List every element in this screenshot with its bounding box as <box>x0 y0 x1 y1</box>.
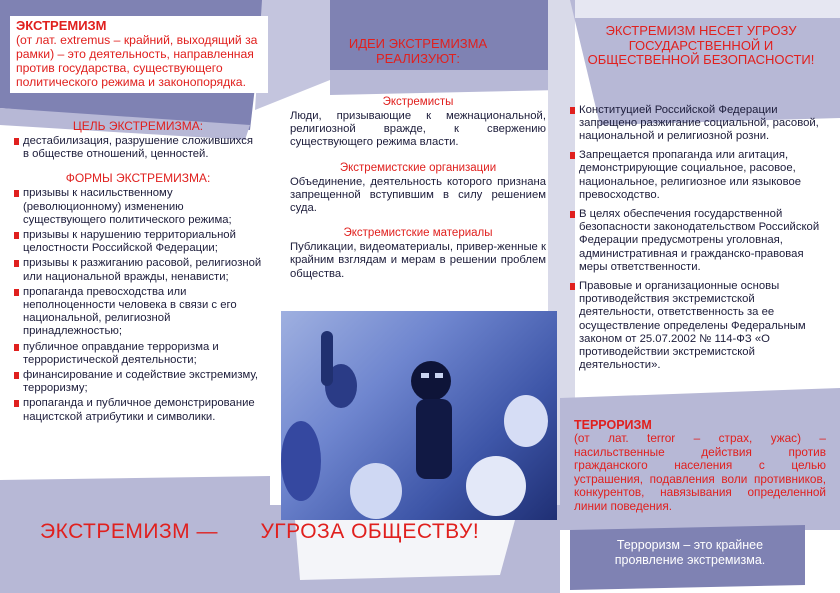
terrorism-title: ТЕРРОРИЗМ <box>574 418 652 432</box>
list-item: публичное оправдание терроризма и террористической деятельности; <box>14 341 262 367</box>
extremism-title: ЭКСТРЕМИЗМ <box>16 18 107 33</box>
terrorism-footer-box: Терроризм – это крайнее проявление экстремизма. <box>614 538 766 567</box>
list-item: призывы к разжиганию расовой, религиозной или национальной вражды, ненависти; <box>14 257 262 283</box>
protest-photo <box>281 311 557 520</box>
definition-box <box>10 16 268 93</box>
block-extremists <box>290 96 546 150</box>
right-column <box>570 24 832 372</box>
bottom-slogan <box>40 520 560 544</box>
extremism-definition: (от лат. extremus – крайний, выходящий за рамки) – это деятельность, направленная против государства, существующего политического режима и законопорядка. <box>16 33 258 89</box>
list-item: Запрещается пропаганда или агитация, демонстрирующие социальное, расовое, национальное, религиозное или языковое превосходство. <box>570 149 832 202</box>
block-heading: Экстремистские материалы <box>343 227 493 240</box>
list-item: призывы к нарушению территориальной целостности Российской Федерации; <box>14 229 262 255</box>
block-materials <box>290 227 546 281</box>
threat-heading: ЭКСТРЕМИЗМ НЕСЕТ УГРОЗУ ГОСУДАРСТВЕННОЙ И ОБЩЕСТВЕННОЙ БЕЗОПАСНОСТИ! <box>587 23 815 67</box>
goal-heading: ЦЕЛЬ ЭКСТРЕМИЗМА: <box>72 119 204 133</box>
photo-figures <box>281 311 557 520</box>
list-item: финансирование и содействие экстремизму, терроризму; <box>14 369 262 395</box>
list-item: пропаганда превосходства или неполноценности человека в связи с его национальной, религиозной принадлежностью; <box>14 286 262 339</box>
goal-text: дестабилизация, разрушение сложившихся в обществе отношений, ценностей. <box>14 135 262 161</box>
list-item: В целях обеспечения государственной безопасности законодательством Российской Федерации предусмотрены уголовная, административная и гражданско-правовая меры ответственности. <box>570 208 832 274</box>
list-item: Конституцией Российской Федерации запрещено разжигание социальной, расовой, национальной и религиозной розни. <box>570 104 832 144</box>
block-text: Люди, призывающие к межнациональной, религиозной вражде, к свержению существующего режима власти. <box>290 110 546 149</box>
list-item: призывы к насильственному (революционному) изменению существующего политического режима; <box>14 187 262 227</box>
block-heading: Экстремистские организации <box>339 161 497 174</box>
terrorism-definition: (от лат. terror – страх, ужас) – насильственные действия против гражданского населения с целью устрашения, подавления воли противников, конкурентов, навязывания определенной линии поведения. <box>574 431 826 513</box>
block-text: Публикации, видеоматериалы, привер-женные к крайним взглядам и мерам в решении проблем общества. <box>290 241 546 280</box>
list-item: Правовые и организационные основы противодействия экстремистской деятельности, ответственность за ее осуществление определены Федеральным законом от 25.07.2002 № 114-ФЗ «О противодействии экстремистской деятельности». <box>570 280 832 372</box>
block-heading: Экстремисты <box>382 96 454 108</box>
middle-column <box>290 36 546 281</box>
block-organizations <box>290 162 546 216</box>
ideas-heading: ИДЕИ ЭКСТРЕМИЗМА РЕАЛИЗУЮТ: <box>348 36 488 66</box>
slogan-part-2: УГРОЗА ОБЩЕСТВУ! <box>260 520 480 543</box>
list-item: пропаганда и публичное демонстрирование нацистской атрибутики и символики. <box>14 397 262 423</box>
forms-list <box>14 187 262 423</box>
forms-heading: ФОРМЫ ЭКСТРЕМИЗМА: <box>65 171 211 186</box>
slogan-part-1: ЭКСТРЕМИЗМ — <box>40 520 218 543</box>
threat-list <box>570 104 832 373</box>
terrorism-block <box>574 418 826 514</box>
block-text: Объединение, деятельность которого признана запрещенной вступившим в силу решением суда. <box>290 175 546 215</box>
left-column <box>14 16 262 424</box>
